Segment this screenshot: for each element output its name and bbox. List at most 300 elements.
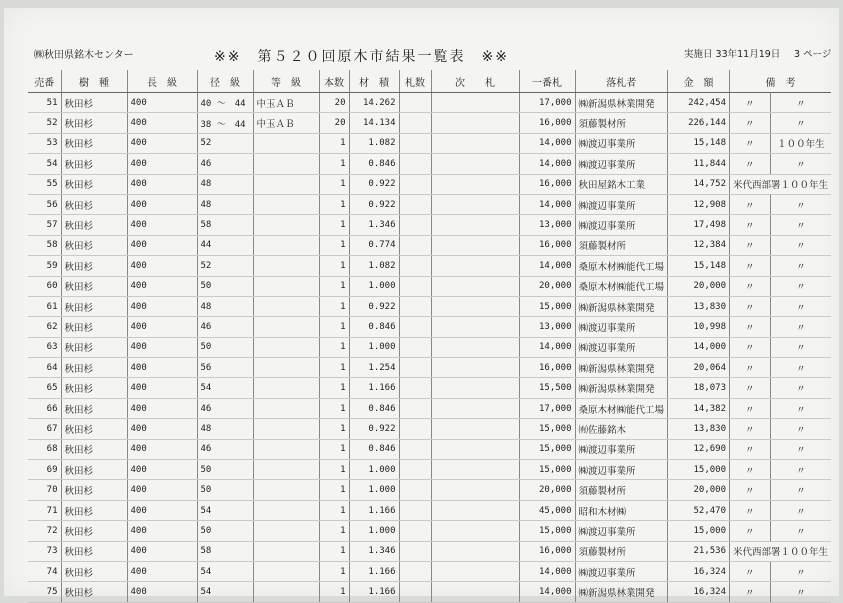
table-row	[28, 296, 831, 316]
row-winner: 桑原木材㈱能代工場	[575, 256, 668, 276]
row-note-extra: 〃	[770, 439, 831, 459]
row-grade	[253, 541, 319, 561]
table-row	[28, 521, 831, 541]
row-second-bid	[431, 398, 519, 418]
row-first-bid: 16,000	[519, 235, 575, 255]
row-winner: ㈱渡辺事業所	[575, 133, 668, 153]
row-note: 〃	[730, 296, 771, 316]
row-bids	[399, 480, 431, 500]
row-volume: 0.846	[349, 398, 399, 418]
table-row	[28, 337, 831, 357]
row-volume: 14.134	[349, 113, 399, 133]
row-second-bid	[431, 276, 519, 296]
row-second-bid	[431, 337, 519, 357]
row-grade	[253, 317, 319, 337]
row-sale-no: 69	[28, 460, 61, 480]
row-bids	[399, 541, 431, 561]
row-note-extra: 〃	[770, 500, 831, 520]
row-length: 400	[127, 235, 197, 255]
row-diameter: 48	[197, 296, 253, 316]
row-volume: 1.346	[349, 215, 399, 235]
row-diameter: 58	[197, 541, 253, 561]
row-count: 1	[319, 317, 349, 337]
col-header-amount: 金 額	[668, 70, 730, 93]
row-winner: 昭和木材㈱	[575, 500, 668, 520]
row-bids	[399, 500, 431, 520]
row-winner: 桑原木材㈱能代工場	[575, 398, 668, 418]
row-second-bid	[431, 93, 519, 113]
row-sale-no: 61	[28, 296, 61, 316]
row-bids	[399, 317, 431, 337]
row-first-bid: 15,000	[519, 296, 575, 316]
row-bids	[399, 358, 431, 378]
row-count: 1	[319, 419, 349, 439]
col-header-sale-no: 売番	[28, 70, 61, 93]
row-bids	[399, 460, 431, 480]
row-first-bid: 20,000	[519, 276, 575, 296]
table-row	[28, 541, 831, 561]
row-length: 400	[127, 460, 197, 480]
table-row	[28, 215, 831, 235]
row-grade	[253, 419, 319, 439]
row-first-bid: 14,000	[519, 194, 575, 214]
row-amount: 18,073	[668, 378, 730, 398]
row-bids	[399, 439, 431, 459]
row-volume: 1.000	[349, 276, 399, 296]
row-bids	[399, 174, 431, 194]
row-first-bid: 17,000	[519, 398, 575, 418]
row-winner: ㈱新潟県林業開発	[575, 582, 668, 602]
row-sale-no: 59	[28, 256, 61, 276]
row-winner: 須藤製材所	[575, 113, 668, 133]
row-grade	[253, 521, 319, 541]
row-note: 〃	[730, 419, 771, 439]
row-first-bid: 15,000	[519, 521, 575, 541]
row-winner: ㈱渡辺事業所	[575, 154, 668, 174]
row-length: 400	[127, 358, 197, 378]
row-bids	[399, 215, 431, 235]
row-note-extra: 〃	[770, 194, 831, 214]
row-note-extra: 〃	[770, 256, 831, 276]
row-note-extra: 〃	[770, 337, 831, 357]
col-header-grade: 等 級	[253, 70, 319, 93]
row-sale-no: 75	[28, 582, 61, 602]
row-grade	[253, 276, 319, 296]
row-amount: 14,000	[668, 337, 730, 357]
row-diameter: 48	[197, 419, 253, 439]
row-amount: 226,144	[668, 113, 730, 133]
row-length: 400	[127, 154, 197, 174]
row-species: 秋田杉	[61, 296, 127, 316]
row-bids	[399, 419, 431, 439]
row-grade	[253, 460, 319, 480]
row-amount: 12,908	[668, 194, 730, 214]
row-amount: 16,324	[668, 582, 730, 602]
row-species: 秋田杉	[61, 276, 127, 296]
table-row	[28, 500, 831, 520]
row-count: 1	[319, 276, 349, 296]
row-amount: 20,064	[668, 358, 730, 378]
row-length: 400	[127, 398, 197, 418]
row-sale-no: 73	[28, 541, 61, 561]
row-species: 秋田杉	[61, 215, 127, 235]
row-amount: 17,498	[668, 215, 730, 235]
row-winner: ㈱渡辺事業所	[575, 317, 668, 337]
row-count: 20	[319, 93, 349, 113]
row-first-bid: 14,000	[519, 256, 575, 276]
row-note-extra: 〃	[770, 215, 831, 235]
row-length: 400	[127, 194, 197, 214]
row-amount: 15,000	[668, 460, 730, 480]
row-winner: 須藤製材所	[575, 235, 668, 255]
row-grade	[253, 235, 319, 255]
row-volume: 1.166	[349, 561, 399, 581]
row-note: 〃	[730, 460, 771, 480]
row-bids	[399, 296, 431, 316]
document-sheet	[4, 8, 839, 600]
row-grade	[253, 296, 319, 316]
row-length: 400	[127, 480, 197, 500]
row-sale-no: 67	[28, 419, 61, 439]
row-note: 〃	[730, 215, 771, 235]
row-winner: ㈱新潟県林業開発	[575, 93, 668, 113]
row-species: 秋田杉	[61, 480, 127, 500]
row-length: 400	[127, 317, 197, 337]
row-amount: 12,690	[668, 439, 730, 459]
row-note-extra: 〃	[770, 582, 831, 602]
row-sale-no: 71	[28, 500, 61, 520]
row-diameter: 44	[197, 235, 253, 255]
row-grade	[253, 358, 319, 378]
row-sale-no: 70	[28, 480, 61, 500]
row-volume: 0.922	[349, 296, 399, 316]
row-species: 秋田杉	[61, 541, 127, 561]
row-amount: 12,384	[668, 235, 730, 255]
col-header-count: 本数	[319, 70, 349, 93]
row-species: 秋田杉	[61, 378, 127, 398]
row-species: 秋田杉	[61, 460, 127, 480]
row-amount: 52,470	[668, 500, 730, 520]
row-winner: ㈱渡辺事業所	[575, 337, 668, 357]
row-count: 1	[319, 337, 349, 357]
row-note-extra: 〃	[770, 480, 831, 500]
row-bids	[399, 276, 431, 296]
row-species: 秋田杉	[61, 194, 127, 214]
row-sale-no: 65	[28, 378, 61, 398]
row-bids	[399, 521, 431, 541]
row-diameter: 40 ～ 44	[197, 93, 253, 113]
row-volume: 0.922	[349, 174, 399, 194]
row-amount: 20,000	[668, 480, 730, 500]
row-note-extra: 〃	[770, 235, 831, 255]
row-length: 400	[127, 133, 197, 153]
table-row	[28, 480, 831, 500]
row-first-bid: 17,000	[519, 93, 575, 113]
row-note: 〃	[730, 358, 771, 378]
row-second-bid	[431, 358, 519, 378]
row-bids	[399, 378, 431, 398]
row-volume: 1.346	[349, 541, 399, 561]
row-sale-no: 54	[28, 154, 61, 174]
col-header-species: 樹 種	[61, 70, 127, 93]
row-amount: 15,148	[668, 256, 730, 276]
row-note: 〃	[730, 276, 771, 296]
row-grade: 中玉ＡＢ	[253, 93, 319, 113]
row-bids	[399, 154, 431, 174]
row-note-extra: 〃	[770, 358, 831, 378]
row-count: 1	[319, 439, 349, 459]
row-first-bid: 14,000	[519, 133, 575, 153]
row-note: 〃	[730, 378, 771, 398]
row-species: 秋田杉	[61, 500, 127, 520]
row-winner: ㈱渡辺事業所	[575, 521, 668, 541]
row-note: 〃	[730, 194, 771, 214]
row-note-extra: 〃	[770, 154, 831, 174]
row-bids	[399, 398, 431, 418]
row-diameter: 50	[197, 276, 253, 296]
table-header-row	[28, 70, 831, 93]
row-second-bid	[431, 215, 519, 235]
row-first-bid: 14,000	[519, 582, 575, 602]
row-bids	[399, 561, 431, 581]
row-grade	[253, 480, 319, 500]
row-grade	[253, 256, 319, 276]
row-sale-no: 62	[28, 317, 61, 337]
row-species: 秋田杉	[61, 317, 127, 337]
row-amount: 14,382	[668, 398, 730, 418]
row-count: 1	[319, 256, 349, 276]
row-volume: 1.000	[349, 480, 399, 500]
row-length: 400	[127, 174, 197, 194]
row-length: 400	[127, 582, 197, 602]
organization-name: ㈱秋田県銘木センター	[34, 50, 134, 61]
col-header-second-bid: 次 札	[431, 70, 519, 93]
row-grade	[253, 215, 319, 235]
row-note: 〃	[730, 154, 771, 174]
row-count: 1	[319, 398, 349, 418]
row-diameter: 50	[197, 521, 253, 541]
row-sale-no: 52	[28, 113, 61, 133]
row-length: 400	[127, 378, 197, 398]
table-row	[28, 439, 831, 459]
row-count: 1	[319, 378, 349, 398]
row-amount: 21,536	[668, 541, 730, 561]
row-length: 400	[127, 276, 197, 296]
row-diameter: 48	[197, 174, 253, 194]
row-count: 1	[319, 358, 349, 378]
row-diameter: 50	[197, 460, 253, 480]
row-amount: 15,000	[668, 521, 730, 541]
row-diameter: 46	[197, 439, 253, 459]
row-count: 1	[319, 521, 349, 541]
row-note: 〃	[730, 439, 771, 459]
row-count: 1	[319, 460, 349, 480]
row-diameter: 54	[197, 500, 253, 520]
table-row	[28, 419, 831, 439]
row-second-bid	[431, 480, 519, 500]
row-species: 秋田杉	[61, 256, 127, 276]
row-species: 秋田杉	[61, 582, 127, 602]
row-note-extra: 〃	[770, 398, 831, 418]
row-grade	[253, 561, 319, 581]
row-grade: 中玉ＡＢ	[253, 113, 319, 133]
row-diameter: 54	[197, 582, 253, 602]
auction-date: 実施日 33年11月19日	[684, 49, 781, 60]
row-species: 秋田杉	[61, 154, 127, 174]
row-winner: ㈲佐藤銘木	[575, 419, 668, 439]
row-sale-no: 57	[28, 215, 61, 235]
row-grade	[253, 194, 319, 214]
row-volume: 1.166	[349, 582, 399, 602]
row-bids	[399, 113, 431, 133]
table-row	[28, 582, 831, 602]
row-species: 秋田杉	[61, 358, 127, 378]
row-winner: 須藤製材所	[575, 480, 668, 500]
row-volume: 1.000	[349, 337, 399, 357]
row-count: 1	[319, 500, 349, 520]
row-first-bid: 16,000	[519, 113, 575, 133]
row-note: 〃	[730, 93, 771, 113]
row-sale-no: 58	[28, 235, 61, 255]
row-note: 〃	[730, 235, 771, 255]
row-count: 1	[319, 154, 349, 174]
row-first-bid: 15,000	[519, 419, 575, 439]
row-volume: 1.000	[349, 460, 399, 480]
row-diameter: 58	[197, 215, 253, 235]
row-second-bid	[431, 500, 519, 520]
table-body	[28, 93, 831, 603]
row-second-bid	[431, 174, 519, 194]
row-species: 秋田杉	[61, 337, 127, 357]
row-bids	[399, 582, 431, 602]
table-row	[28, 93, 831, 113]
row-bids	[399, 93, 431, 113]
row-note: 〃	[730, 521, 771, 541]
row-first-bid: 13,000	[519, 317, 575, 337]
row-length: 400	[127, 521, 197, 541]
row-first-bid: 14,000	[519, 337, 575, 357]
row-sale-no: 68	[28, 439, 61, 459]
row-second-bid	[431, 439, 519, 459]
row-note: 〃	[730, 113, 771, 133]
row-note-extra: 〃	[770, 521, 831, 541]
row-sale-no: 60	[28, 276, 61, 296]
row-count: 1	[319, 582, 349, 602]
row-grade	[253, 582, 319, 602]
row-second-bid	[431, 154, 519, 174]
row-species: 秋田杉	[61, 561, 127, 581]
row-amount: 10,998	[668, 317, 730, 337]
row-second-bid	[431, 561, 519, 581]
row-sale-no: 56	[28, 194, 61, 214]
row-bids	[399, 194, 431, 214]
row-volume: 0.846	[349, 317, 399, 337]
row-note: 米代西部署１００年生	[730, 174, 832, 194]
table-row	[28, 460, 831, 480]
row-sale-no: 51	[28, 93, 61, 113]
table-row	[28, 174, 831, 194]
table-row	[28, 133, 831, 153]
row-grade	[253, 154, 319, 174]
col-header-note: 備 考	[730, 70, 832, 93]
row-species: 秋田杉	[61, 439, 127, 459]
row-diameter: 54	[197, 561, 253, 581]
row-note-extra: 〃	[770, 378, 831, 398]
row-count: 1	[319, 194, 349, 214]
row-second-bid	[431, 582, 519, 602]
row-volume: 1.082	[349, 133, 399, 153]
auction-results-table	[28, 70, 831, 603]
row-winner: 須藤製材所	[575, 541, 668, 561]
row-length: 400	[127, 419, 197, 439]
row-grade	[253, 133, 319, 153]
row-count: 1	[319, 480, 349, 500]
row-species: 秋田杉	[61, 235, 127, 255]
row-diameter: 46	[197, 317, 253, 337]
row-second-bid	[431, 113, 519, 133]
row-sale-no: 64	[28, 358, 61, 378]
row-note-extra: 〃	[770, 93, 831, 113]
row-species: 秋田杉	[61, 133, 127, 153]
row-bids	[399, 133, 431, 153]
row-second-bid	[431, 296, 519, 316]
row-diameter: 50	[197, 480, 253, 500]
row-sale-no: 74	[28, 561, 61, 581]
row-species: 秋田杉	[61, 113, 127, 133]
row-note-extra: 〃	[770, 276, 831, 296]
row-note-extra: 〃	[770, 296, 831, 316]
row-winner: 秋田屋銘木工業	[575, 174, 668, 194]
row-grade	[253, 378, 319, 398]
row-first-bid: 15,000	[519, 439, 575, 459]
row-sale-no: 53	[28, 133, 61, 153]
page-number: 3 ページ	[794, 49, 832, 60]
row-length: 400	[127, 541, 197, 561]
row-volume: 14.262	[349, 93, 399, 113]
row-note-extra: 〃	[770, 317, 831, 337]
row-note: 〃	[730, 133, 771, 153]
row-winner: 桑原木材㈱能代工場	[575, 276, 668, 296]
row-count: 1	[319, 541, 349, 561]
row-volume: 0.846	[349, 439, 399, 459]
row-grade	[253, 500, 319, 520]
row-first-bid: 13,000	[519, 215, 575, 235]
table-row	[28, 398, 831, 418]
row-first-bid: 15,000	[519, 460, 575, 480]
row-length: 400	[127, 500, 197, 520]
col-header-first-bid: 一番札	[519, 70, 575, 93]
row-second-bid	[431, 194, 519, 214]
row-length: 400	[127, 93, 197, 113]
row-length: 400	[127, 215, 197, 235]
row-first-bid: 16,000	[519, 174, 575, 194]
row-diameter: 48	[197, 194, 253, 214]
row-diameter: 38 ～ 44	[197, 113, 253, 133]
row-amount: 14,752	[668, 174, 730, 194]
row-winner: ㈱新潟県林業開発	[575, 358, 668, 378]
row-count: 20	[319, 113, 349, 133]
table-row	[28, 194, 831, 214]
row-bids	[399, 235, 431, 255]
row-length: 400	[127, 439, 197, 459]
row-volume: 1.000	[349, 521, 399, 541]
table-row	[28, 154, 831, 174]
row-count: 1	[319, 561, 349, 581]
row-second-bid	[431, 521, 519, 541]
table-row	[28, 317, 831, 337]
row-first-bid: 20,000	[519, 480, 575, 500]
row-note: 米代西部署１００年生	[730, 541, 832, 561]
